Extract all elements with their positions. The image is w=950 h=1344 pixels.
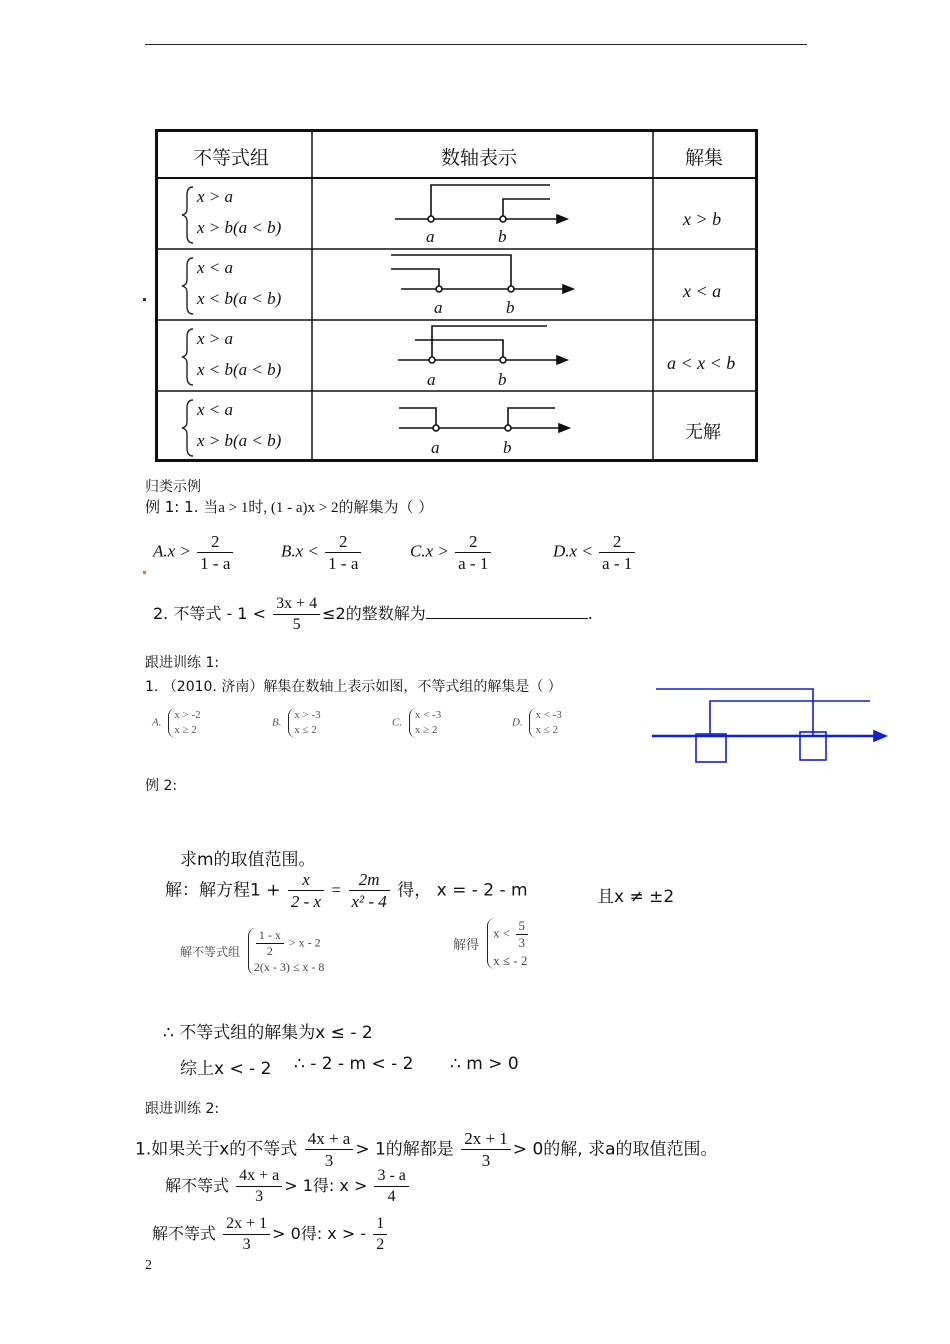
- example1-option-b: [281, 531, 363, 575]
- example2-ineq-system: [180, 928, 324, 975]
- axis-label-b: b: [498, 370, 507, 389]
- p1-option-b: [272, 708, 392, 738]
- practice1-title: 跟进训练 1:: [145, 655, 220, 671]
- example2-solution-line: [165, 869, 528, 913]
- practice2-s2-num: 2x + 1: [223, 1214, 270, 1235]
- axis-label-a: a: [427, 370, 436, 389]
- solution-row2: x < a: [683, 281, 722, 301]
- page-number: 2: [145, 1258, 152, 1273]
- numline-row4: [399, 408, 569, 432]
- numline-row2: [391, 255, 573, 293]
- example1-q1-math: a > 1时, (1 - a)x > 2: [218, 500, 339, 516]
- p1-option-d: [512, 708, 622, 738]
- example2-sol-mid: 得， x = - 2 - m: [397, 880, 528, 901]
- system-row3-line1: x > a: [197, 329, 234, 348]
- example2-f1-num: x: [288, 869, 324, 891]
- example2-get-r1-den: 3: [518, 935, 525, 951]
- axis-label-a: a: [434, 298, 443, 317]
- option-c-label: C.x >: [410, 541, 449, 561]
- inequality-table: [155, 129, 758, 462]
- practice1-numberline-figure: [650, 682, 890, 768]
- example2-ineq-r2: 2(x - 3) ≤ x - 8: [253, 960, 325, 974]
- stray-dot: [143, 298, 146, 301]
- option-b-label: B.x <: [281, 541, 319, 561]
- practice2-q-suffix: > 0的解, 求a的取值范围。: [512, 1139, 718, 1160]
- orange-dot: [143, 571, 146, 574]
- axis-label-a: a: [431, 438, 440, 457]
- p1-option-b-label: B.: [272, 716, 282, 729]
- p1-option-c-l2: x ≥ 2: [414, 723, 438, 736]
- example2-ineq-f-num: 1 - x: [256, 928, 284, 944]
- p1-option-c-l1: x < -3: [414, 709, 442, 721]
- p1-option-c-label: C.: [392, 716, 403, 729]
- table-header-system: 不等式组: [193, 147, 270, 169]
- axis-label-b: b: [498, 227, 507, 246]
- practice2-s1-rden: 4: [387, 1188, 396, 1205]
- example2-conclusion: ∴ 不等式组的解集为x ≤ - 2: [163, 1023, 373, 1043]
- solution-row3: a < x < b: [667, 353, 736, 373]
- system-row4-line1: x < a: [197, 400, 234, 419]
- option-d-num: 2: [599, 531, 635, 553]
- system-row2-line2: x < b(a < b): [197, 289, 282, 308]
- example1-q1-prefix: 1. 当: [184, 498, 219, 516]
- option-a-label: A.x >: [153, 541, 191, 561]
- practice2-q-prefix: 1.如果关于x的不等式: [135, 1139, 298, 1160]
- example2-summary-1: 综上x < - 2: [180, 1059, 272, 1079]
- example1-q2-end: .: [587, 604, 593, 623]
- option-d-label: D.x <: [553, 541, 593, 561]
- numline-row1: [395, 185, 567, 223]
- practice2-s1-num: 4x + a: [236, 1166, 282, 1187]
- header-rule: [145, 44, 807, 45]
- option-b-den: 1 - a: [328, 554, 359, 574]
- practice2-q-f1-num: 4x + a: [305, 1128, 354, 1150]
- example2-summary-3: ∴ m > 0: [450, 1054, 519, 1074]
- numline-row3: [398, 326, 567, 364]
- practice2-s2-rden: 2: [376, 1236, 385, 1253]
- axis-label-a: a: [426, 227, 435, 246]
- practice1-question: 1. （2010. 济南）解集在数轴上表示如图，不等式组的解集是（ ）: [145, 679, 562, 695]
- solution-row1: x > b: [683, 209, 722, 229]
- system-row3-line2: x < b(a < b): [197, 360, 282, 379]
- practice2-question: [135, 1128, 718, 1172]
- p1-option-d-l1: x < -3: [535, 709, 562, 721]
- section-title-examples: 归类示例: [145, 479, 201, 495]
- practice2-s1-den: 3: [255, 1188, 264, 1205]
- example2-eq: =: [331, 880, 342, 900]
- system-row1-line2: x > b(a < b): [197, 218, 282, 237]
- option-c-den: a - 1: [458, 554, 489, 574]
- practice1-options: [152, 708, 622, 738]
- p1-option-d-label: D.: [512, 716, 523, 729]
- braces: [182, 187, 193, 456]
- example1-label: 例 1:: [145, 498, 180, 516]
- example2-ineq-label: 解不等式组: [180, 945, 241, 960]
- table-header-numberline: 数轴表示: [441, 147, 518, 169]
- axis-label-b: b: [503, 438, 512, 457]
- system-row4-line2: x > b(a < b): [197, 431, 282, 450]
- p1-option-a: [152, 708, 272, 738]
- practice2-q-f2-num: 2x + 1: [461, 1128, 511, 1150]
- practice2-s1-rnum: 3 - a: [374, 1166, 408, 1187]
- p1-option-a-label: A.: [152, 716, 162, 729]
- option-a-num: 2: [197, 531, 233, 553]
- example2-ineq-r1: > x - 2: [288, 935, 321, 950]
- p1-option-a-l2: x ≥ 2: [174, 723, 197, 736]
- practice2-s2-prefix: 解不等式: [152, 1224, 217, 1243]
- example1-q1: [145, 496, 433, 517]
- example1-q2-prefix: 2. 不等式 - 1 <: [153, 604, 266, 623]
- example1-q2-suffix: ≤2的整数解为: [322, 604, 426, 623]
- example2-title: 例 2:: [145, 778, 178, 794]
- example1-option-a: [153, 531, 235, 575]
- example1-q2-num: 3x + 4: [273, 594, 320, 615]
- axis-label-b: b: [506, 298, 515, 317]
- practice2-s2-den: 3: [242, 1236, 251, 1253]
- example2-f2-num: 2m: [349, 869, 390, 891]
- answer-blank[interactable]: [426, 604, 588, 619]
- practice2-q-mid: > 1的解都是: [355, 1139, 454, 1160]
- example2-ask: 求m的取值范围。: [180, 850, 316, 870]
- example2-f1-den: 2 - x: [290, 892, 322, 912]
- p1-option-b-l2: x ≤ 2: [294, 723, 317, 736]
- p1-option-b-l1: x > -3: [294, 709, 321, 721]
- example2-get-label: 解得: [453, 938, 480, 954]
- practice2-step2: [152, 1214, 389, 1255]
- practice2-s1-mid: > 1得: x >: [284, 1176, 368, 1195]
- practice2-q-f2-den: 3: [481, 1151, 491, 1171]
- example1-q2-den: 5: [292, 616, 301, 633]
- example2-condition: 且x ≠ ±2: [597, 887, 675, 907]
- example1-q1-suffix: 的解集为（ ）: [338, 498, 434, 516]
- example2-get-r1-num: 5: [516, 918, 529, 935]
- example2-sol-prefix: 解：解方程1 +: [165, 880, 281, 901]
- practice2-s1-prefix: 解不等式: [165, 1176, 230, 1195]
- example1-option-d: [553, 531, 637, 575]
- option-d-den: a - 1: [602, 554, 633, 574]
- practice2-s2-rnum: 1: [373, 1214, 387, 1235]
- example2-get-r1-pre: x <: [493, 925, 511, 941]
- option-b-num: 2: [325, 531, 361, 553]
- example2-get-system: [453, 918, 530, 969]
- example2-get-r2: x ≤ - 2: [493, 952, 528, 968]
- practice2-title: 跟进训练 2:: [145, 1101, 220, 1117]
- p1-option-a-l1: x > -2: [174, 709, 201, 721]
- system-row1-line1: x > a: [197, 187, 234, 206]
- example1-q2: [153, 594, 593, 635]
- example1-option-c: [410, 531, 493, 575]
- table-header-solution: 解集: [685, 147, 724, 169]
- practice2-step1: [165, 1166, 411, 1207]
- option-a-den: 1 - a: [200, 554, 231, 574]
- example2-f2-den: x² - 4: [351, 892, 387, 912]
- p1-option-c: [392, 708, 512, 738]
- example2-summary-2: ∴ - 2 - m < - 2: [294, 1054, 414, 1074]
- system-row2-line1: x < a: [197, 258, 234, 277]
- example2-ineq-f-den: 2: [266, 944, 273, 958]
- solution-row4: 无解: [685, 422, 721, 443]
- practice2-q-f1-den: 3: [324, 1151, 334, 1171]
- option-c-num: 2: [455, 531, 491, 553]
- p1-option-d-l2: x ≤ 2: [535, 723, 558, 736]
- practice2-s2-mid: > 0得: x > -: [272, 1224, 367, 1243]
- axis-labels: [426, 227, 515, 457]
